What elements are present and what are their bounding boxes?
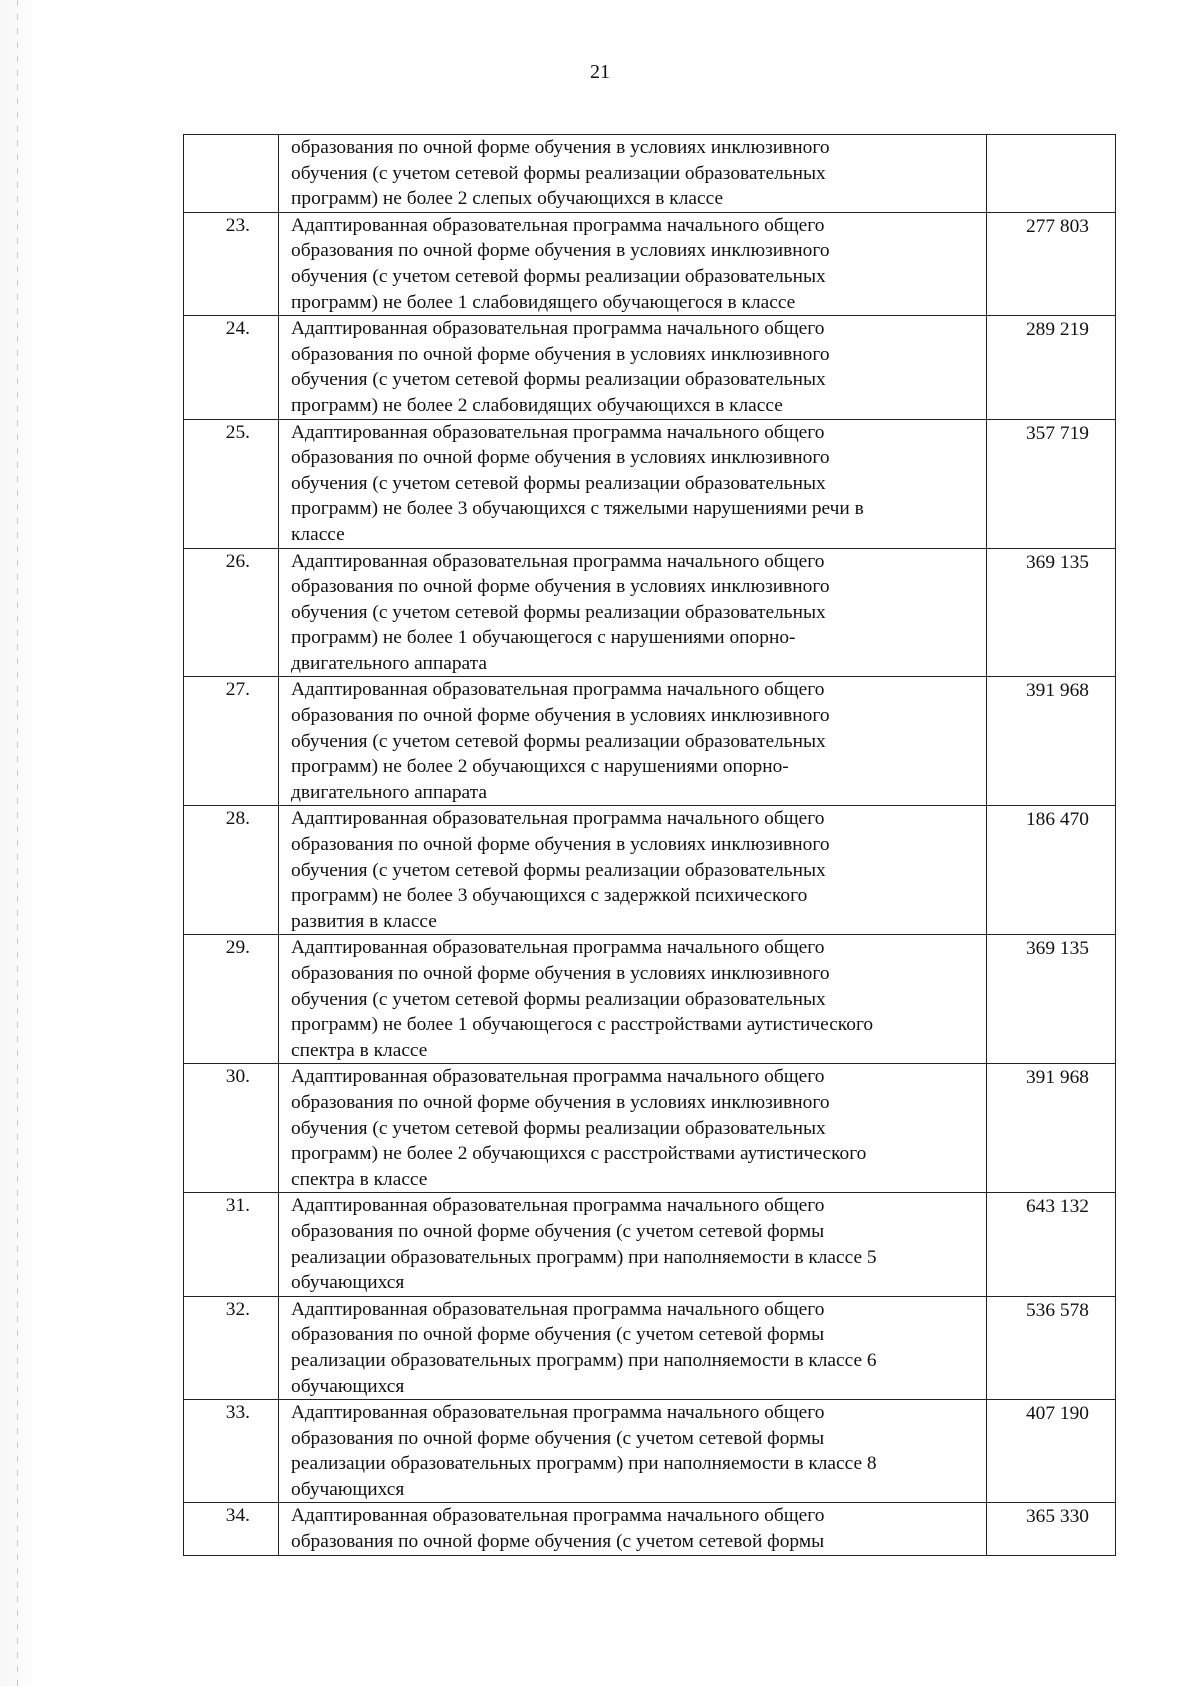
description-line: обучения (с учетом сетевой формы реализации образовательных [291, 730, 826, 752]
cost-value: 369 135 [987, 935, 1116, 1064]
description-line: программ) не более 2 слепых обучающихся в классе [291, 188, 724, 210]
program-description [279, 1193, 987, 1296]
page-number: 21 [590, 61, 610, 83]
description-line: образования по очной форме обучения в условиях инклюзивного [291, 447, 830, 469]
cost-value [987, 135, 1116, 213]
row-number: 25. [184, 419, 279, 548]
description-line: развития в классе [291, 910, 437, 932]
row-number: 33. [184, 1400, 279, 1503]
program-description [279, 677, 987, 806]
description-line: программ) не более 2 слабовидящих обучающихся в классе [291, 394, 783, 416]
description-line: образования по очной форме обучения в условиях инклюзивного [291, 343, 830, 365]
table-row [184, 1064, 1116, 1193]
description-line: обучающихся [291, 1272, 405, 1294]
table-row [184, 1400, 1116, 1503]
description-line: образования по очной форме обучения (с учетом сетевой формы [291, 1531, 825, 1553]
cost-value: 643 132 [987, 1193, 1116, 1296]
row-number: 31. [184, 1193, 279, 1296]
scan-edge-line [17, 0, 18, 1686]
description-line: программ) не более 3 обучающихся с задержкой психического [291, 885, 808, 907]
description-line: реализации образовательных программ) при наполняемости в классе 5 [291, 1246, 877, 1268]
table-body [184, 135, 1116, 1556]
table-row [184, 1193, 1116, 1296]
program-description [279, 212, 987, 315]
description-line: обучения (с учетом сетевой формы реализации образовательных [291, 1117, 826, 1139]
cost-value: 407 190 [987, 1400, 1116, 1503]
description-line: спектра в классе [291, 1039, 428, 1061]
description-line: образования по очной форме обучения (с учетом сетевой формы [291, 1220, 825, 1242]
program-description [279, 1064, 987, 1193]
description-line: двигательного аппарата [291, 652, 487, 674]
description-line: обучения (с учетом сетевой формы реализации образовательных [291, 988, 826, 1010]
row-number: 24. [184, 316, 279, 419]
program-description [279, 135, 987, 213]
table-row [184, 935, 1116, 1064]
description-line: обучения (с учетом сетевой формы реализации образовательных [291, 472, 826, 494]
table-row [184, 212, 1116, 315]
description-line: Адаптированная образовательная программа начального общего [291, 1505, 825, 1527]
description-line: реализации образовательных программ) при наполняемости в классе 6 [291, 1349, 877, 1371]
row-number: 26. [184, 548, 279, 677]
description-line: программ) не более 1 обучающегося с нарушениями опорно- [291, 627, 796, 649]
row-number [184, 135, 279, 213]
description-line: обучения (с учетом сетевой формы реализации образовательных [291, 369, 826, 391]
description-line: обучения (с учетом сетевой формы реализации образовательных [291, 162, 826, 184]
description-line: обучения (с учетом сетевой формы реализации образовательных [291, 859, 826, 881]
description-line: образования по очной форме обучения (с учетом сетевой формы [291, 1324, 825, 1346]
description-line: программ) не более 2 обучающихся с нарушениями опорно- [291, 756, 789, 778]
cost-value: 369 135 [987, 548, 1116, 677]
description-line: обучения (с учетом сетевой формы реализации образовательных [291, 601, 826, 623]
program-description [279, 419, 987, 548]
row-number: 30. [184, 1064, 279, 1193]
description-line: программ) не более 1 слабовидящего обучающегося в классе [291, 291, 796, 313]
description-line: программ) не более 3 обучающихся с тяжелыми нарушениями речи в [291, 498, 864, 520]
description-line: образования по очной форме обучения в условиях инклюзивного [291, 705, 830, 727]
row-number: 28. [184, 806, 279, 935]
cost-value: 186 470 [987, 806, 1116, 935]
row-number: 34. [184, 1503, 279, 1555]
description-line: обучающихся [291, 1478, 405, 1500]
row-number: 29. [184, 935, 279, 1064]
description-line: двигательного аппарата [291, 781, 487, 803]
description-line: обучения (с учетом сетевой формы реализации образовательных [291, 265, 826, 287]
description-line: Адаптированная образовательная программа начального общего [291, 808, 825, 830]
description-line: Адаптированная образовательная программа начального общего [291, 214, 825, 236]
program-description [279, 1400, 987, 1503]
description-line: Адаптированная образовательная программа начального общего [291, 1402, 825, 1424]
description-line: спектра в классе [291, 1168, 428, 1190]
description-line: образования по очной форме обучения в условиях инклюзивного [291, 240, 830, 262]
table-row [184, 548, 1116, 677]
description-line: образования по очной форме обучения в условиях инклюзивного [291, 963, 830, 984]
description-line: образования по очной форме обучения в условиях инклюзивного [291, 576, 830, 598]
description-line: Адаптированная образовательная программа начального общего [291, 421, 825, 443]
table-row [184, 316, 1116, 419]
cost-value: 536 578 [987, 1296, 1116, 1399]
description-line: программ) не более 1 обучающегося с расстройствами аутистического [291, 1014, 874, 1036]
scan-edge [0, 0, 38, 1686]
program-description [279, 1503, 987, 1555]
table-row [184, 1503, 1116, 1555]
row-number: 23. [184, 212, 279, 315]
description-line: классе [291, 523, 345, 545]
program-description [279, 316, 987, 419]
program-description [279, 548, 987, 677]
description-line: Адаптированная образовательная программа начального общего [291, 1066, 825, 1088]
row-number: 32. [184, 1296, 279, 1399]
table-row [184, 806, 1116, 935]
description-line: образования по очной форме обучения в условиях инклюзивного [291, 834, 830, 856]
cost-value: 357 719 [987, 419, 1116, 548]
cost-value: 289 219 [987, 316, 1116, 419]
program-description [279, 806, 987, 935]
description-line: Адаптированная образовательная программа начального общего [291, 679, 825, 701]
table-row [184, 419, 1116, 548]
program-description [279, 935, 987, 1064]
table-row [184, 1296, 1116, 1399]
table-row [184, 677, 1116, 806]
cost-value: 365 330 [987, 1503, 1116, 1555]
cost-value: 391 968 [987, 677, 1116, 806]
row-number: 27. [184, 677, 279, 806]
description-line: Адаптированная образовательная программа начального общего [291, 937, 825, 959]
description-line: реализации образовательных программ) при наполняемости в классе 8 [291, 1453, 877, 1475]
description-line: образования по очной форме обучения в условиях инклюзивного [291, 1091, 830, 1113]
description-line: Адаптированная образовательная программа начального общего [291, 1195, 825, 1217]
table-row [184, 135, 1116, 213]
description-line: программ) не более 2 обучающихся с расстройствами аутистического [291, 1143, 867, 1165]
description-line: Адаптированная образовательная программа начального общего [291, 1298, 825, 1320]
description-line: образования по очной форме обучения в условиях инклюзивного [291, 137, 830, 158]
cost-value: 391 968 [987, 1064, 1116, 1193]
description-line: обучающихся [291, 1375, 405, 1397]
description-line: Адаптированная образовательная программа начального общего [291, 550, 825, 572]
program-cost-table [183, 134, 1116, 1556]
cost-value: 277 803 [987, 212, 1116, 315]
description-line: образования по очной форме обучения (с учетом сетевой формы [291, 1427, 825, 1449]
description-line: Адаптированная образовательная программа начального общего [291, 318, 825, 340]
program-description [279, 1296, 987, 1399]
